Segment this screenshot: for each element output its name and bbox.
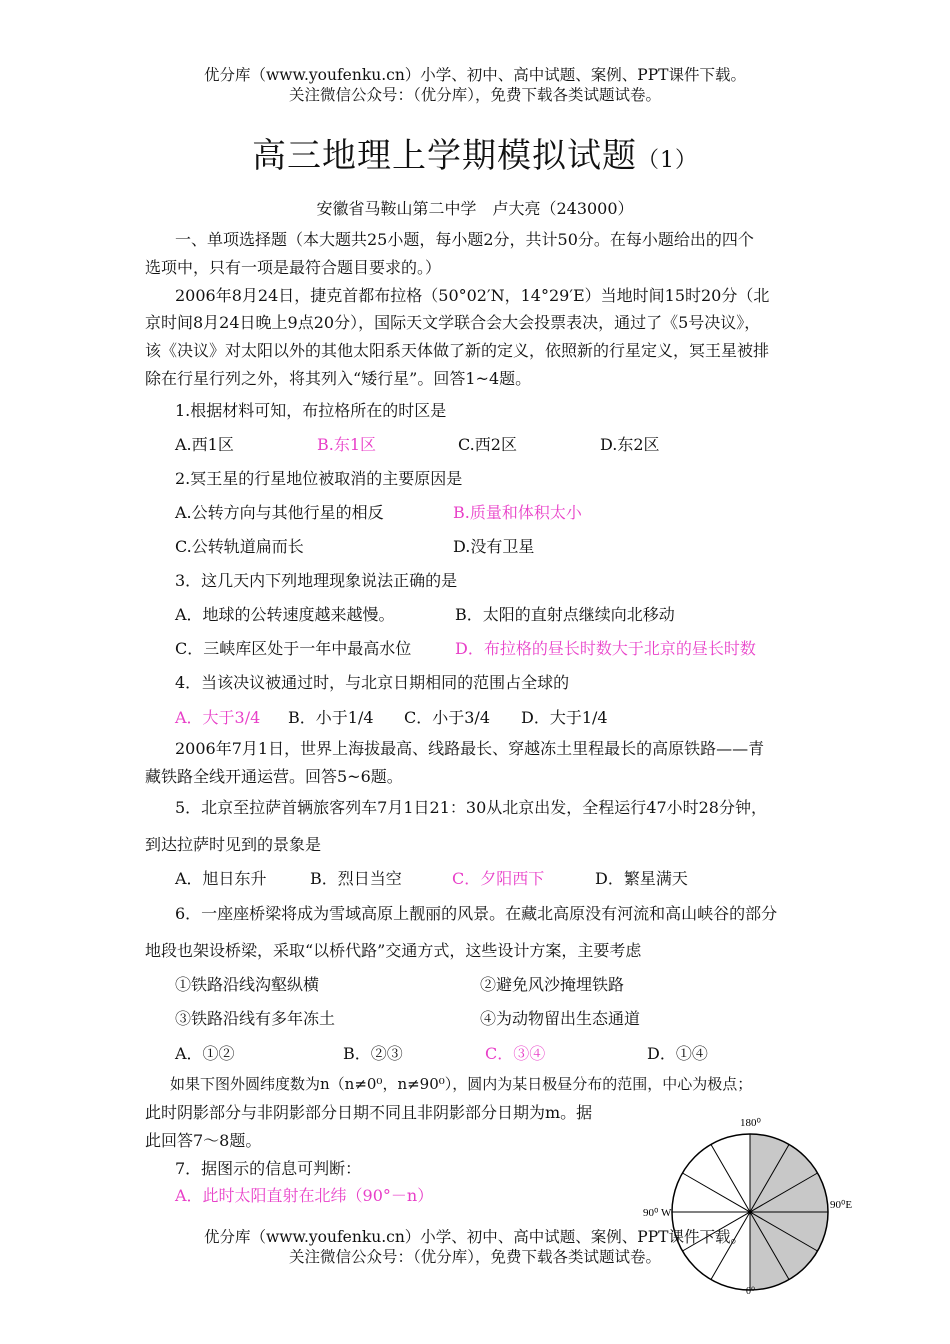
q2-option-b: B.质量和体积太小 [453,503,582,522]
q2-stem: 2.冥王星的行星地位被取消的主要原因是 [175,469,463,488]
passage3-line-1: 如果下图外圆纬度数为n（n≠0⁰，n≠90⁰），圆内为某日极昼分布的范围，中心为极点； [170,1075,753,1093]
q2-option-a: A.公转方向与其他行星的相反 [175,503,384,522]
q6-statement-2: ②避免风沙掩埋铁路 [480,975,625,994]
passage1-line-1: 2006年8月24日，捷克首都布拉格（50°02′N，14°29′E）当地时间15时20分（北 [175,286,770,305]
label-top: 180⁰ [740,1117,761,1129]
header-line-2: 关注微信公众号：（优分库），免费下载各类试题试卷。 [288,86,661,104]
q5-option-b: B．烈日当空 [310,869,402,888]
header-line-1: 优分库（www.youfenku.cn）小学、初中、高中试题、案例、PPT课件下载。 [203,66,747,84]
q1-option-c: C.西2区 [458,435,517,454]
label-left: 90⁰ W [643,1207,672,1219]
q2-option-c: C.公转轨道扁而长 [175,537,304,556]
label-right: 90⁰E [830,1199,853,1211]
section-intro-2: 选项中，只有一项是最符合题目要求的。） [145,258,442,277]
q3-option-c: C．三峡库区处于一年中最高水位 [175,639,412,658]
q3-option-d: D．布拉格的昼长时数大于北京的昼长时数 [455,639,756,658]
footer-line-1: 优分库（www.youfenku.cn）小学、初中、高中试题、案例、PPT课件下载。 [203,1228,747,1246]
q1-option-b: B.东1区 [317,435,377,454]
q5-option-c: C．夕阳西下 [452,869,545,888]
q3-option-b: B．太阳的直射点继续向北移动 [455,605,675,624]
q2-option-d: D.没有卫星 [453,537,535,556]
q6-statement-4: ④为动物留出生态通道 [480,1009,641,1028]
title-suffix: （1） [637,148,698,173]
q5-stem-2: 到达拉萨时见到的景象是 [145,835,322,854]
q3-stem: 3．这几天内下列地理现象说法正确的是 [175,571,458,590]
q1-stem: 1.根据材料可知，布拉格所在的时区是 [175,401,447,420]
q4-option-b: B．小于1/4 [288,708,374,727]
section-intro-1: 一、单项选择题（本大题共25小题，每小题2分，共计50分。在每小题给出的四个 [175,230,754,249]
passage2-line-2: 藏铁路全线开通运营。回答5~6题。 [145,767,403,786]
q4-stem: 4．当该决议被通过时，与北京日期相同的范围占全球的 [175,673,570,692]
title-main: 高三地理上学期模拟试题 [252,136,637,176]
passage1-line-3: 该《决议》对太阳以外的其他太阳系天体做了新的定义，依照新的行星定义，冥王星被排 [145,341,770,360]
author-line: 安徽省马鞍山第二中学 卢大亮（243000） [316,199,634,218]
q4-option-c: C．小于3/4 [404,708,490,727]
polar-day-diagram [630,1108,860,1298]
passage1-line-4: 除在行星行列之外，将其列入“矮行星”。回答1~4题。 [145,369,532,388]
q5-option-d: D．繁星满天 [595,869,688,888]
passage3-line-2: 此时阴影部分与非阴影部分日期不同且非阴影部分日期为m。据 [145,1103,593,1122]
passage3-line-3: 此回答7～8题。 [145,1131,262,1150]
q7-option-a: A．此时太阳直射在北纬（90°－n） [175,1186,434,1205]
q5-stem-1: 5．北京至拉萨首辆旅客列车7月1日21：30从北京出发，全程运行47小时28分钟， [175,798,767,817]
q7-stem: 7．据图示的信息可判断： [175,1159,362,1178]
q6-option-a: A．①② [175,1044,235,1063]
q1-option-d: D.东2区 [600,435,660,454]
passage1-line-2: 京时间8月24日晚上9点20分），国际天文学联合会大会投票表决，通过了《5号决议》， [145,313,761,332]
q4-option-a: A．大于3/4 [175,708,261,727]
q6-option-d: D．①④ [647,1044,708,1063]
q6-stem-2: 地段也架设桥梁，采取“以桥代路”交通方式，这些设计方案，主要考虑 [145,941,642,960]
label-bottom: 0⁰ [746,1286,756,1297]
q6-option-c: C．③④ [485,1044,546,1063]
footer-line-2: 关注微信公众号：（优分库），免费下载各类试题试卷。 [288,1248,661,1266]
q6-statement-3: ③铁路沿线有多年冻土 [175,1009,336,1028]
q6-stem-1: 6．一座座桥梁将成为雪域高原上靓丽的风景。在藏北高原没有河流和高山峡谷的部分 [175,904,778,923]
page-title [0,128,950,177]
q3-option-a: A．地球的公转速度越来越慢。 [175,605,395,624]
passage2-line-1: 2006年7月1日，世界上海拔最高、线路最长、穿越冻土里程最长的高原铁路——青 [175,739,765,758]
q6-statement-1: ①铁路沿线沟壑纵横 [175,975,320,994]
q6-option-b: B．②③ [343,1044,403,1063]
q1-option-a: A.西1区 [175,435,234,454]
q4-option-d: D．大于1/4 [521,708,608,727]
q5-option-a: A．旭日东升 [175,869,267,888]
